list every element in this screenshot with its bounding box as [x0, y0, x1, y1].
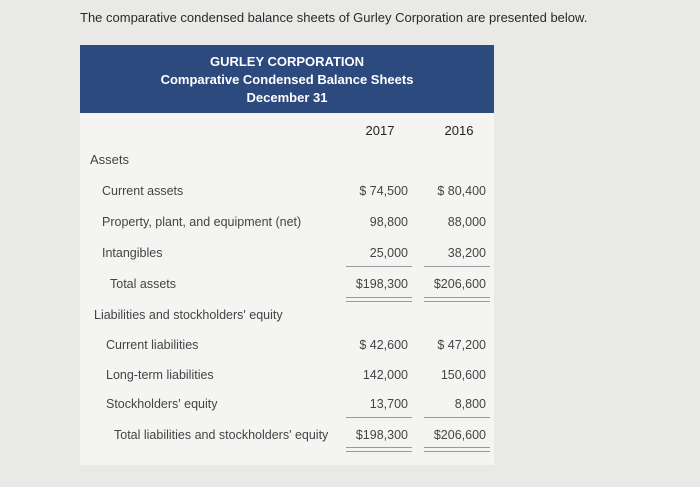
double-underline	[424, 297, 490, 302]
year-2017-header: 2017	[365, 123, 395, 138]
ppe-2017: 98,800	[369, 215, 408, 229]
liabilities-heading: Liabilities and stockholders' equity	[94, 308, 283, 322]
row-label-current-assets: Current assets	[102, 184, 184, 198]
row-label-total-liabilities-equity: Total liabilities and stockholders' equity	[114, 428, 329, 442]
total-assets-2017: $198,300	[355, 277, 408, 291]
ppe-2016: 88,000	[447, 215, 486, 229]
header-banner	[80, 45, 494, 113]
underline	[424, 266, 490, 267]
row-label-current-liabilities: Current liabilities	[106, 338, 199, 352]
statement-title: Comparative Condensed Balance Sheets	[160, 72, 414, 87]
row-label-total-assets: Total assets	[110, 277, 177, 291]
intangibles-2017: 25,000	[369, 246, 408, 260]
row-label-intangibles: Intangibles	[102, 246, 163, 260]
intro-text: The comparative condensed balance sheets of Gurley Corporation are presented below.	[80, 10, 588, 25]
underline	[346, 417, 412, 418]
underline	[424, 417, 490, 418]
year-2016-header: 2016	[444, 123, 474, 138]
current-assets-2016: $ 80,400	[437, 184, 486, 198]
double-underline	[346, 447, 412, 452]
assets-heading: Assets	[90, 152, 130, 167]
total-liabilities-equity-2016: $206,600	[433, 428, 486, 442]
row-label-ppe: Property, plant, and equipment (net)	[102, 215, 302, 229]
underline	[346, 266, 412, 267]
row-label-stockholders-equity: Stockholders' equity	[106, 397, 218, 411]
intangibles-2016: 38,200	[447, 246, 486, 260]
total-assets-2016: $206,600	[433, 277, 486, 291]
stockholders-equity-2016: 8,800	[454, 397, 486, 411]
current-liabilities-2016: $ 47,200	[437, 338, 486, 352]
stockholders-equity-2017: 13,700	[369, 397, 408, 411]
balance-sheet-card	[80, 45, 494, 465]
total-liabilities-equity-2017: $198,300	[355, 428, 408, 442]
current-assets-2017: $ 74,500	[359, 184, 408, 198]
double-underline	[346, 297, 412, 302]
statement-date: December 31	[246, 90, 328, 105]
company-name: GURLEY CORPORATION	[209, 54, 365, 69]
current-liabilities-2017: $ 42,600	[359, 338, 408, 352]
long-term-liabilities-2017: 142,000	[362, 368, 408, 382]
row-label-long-term-liabilities: Long-term liabilities	[106, 368, 214, 382]
double-underline	[424, 447, 490, 452]
long-term-liabilities-2016: 150,600	[440, 368, 486, 382]
